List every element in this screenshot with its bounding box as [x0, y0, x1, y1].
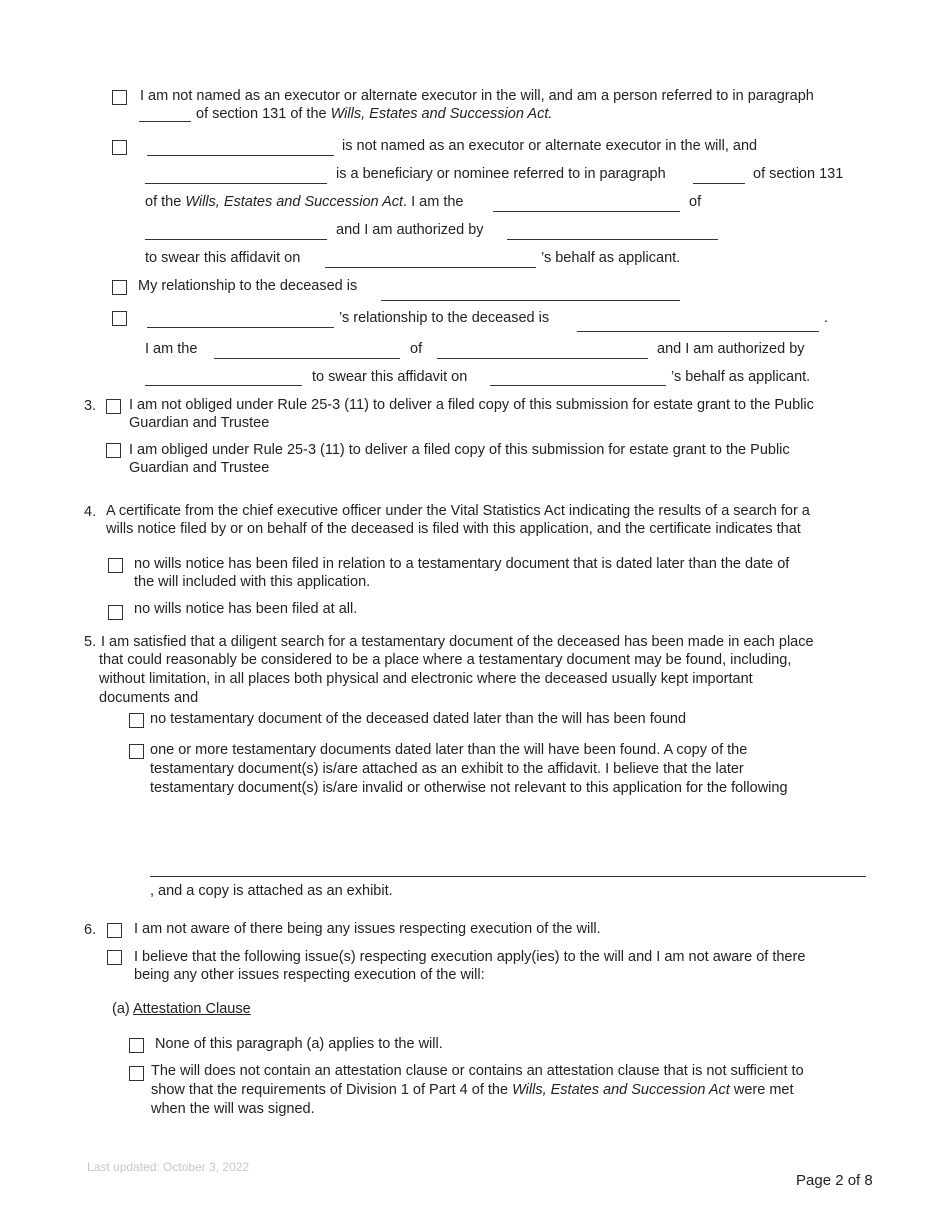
- act-name-3: Wills, Estates and Succession Act: [512, 1082, 730, 1098]
- requirements-text: show that the requirements of Division 1 of Part 4 of the: [151, 1082, 509, 1098]
- other-not-named-checkbox[interactable]: [112, 140, 127, 155]
- period: .: [824, 310, 829, 326]
- i-am-the-text: I am the: [145, 341, 198, 357]
- no-attestation-clause-text-2: [151, 1081, 794, 1100]
- authorized-by-text-2: and I am authorized by: [657, 341, 805, 357]
- obliged-pgt-text-2: Guardian and Trustee: [129, 460, 270, 476]
- execution-issues-text-2: being any other issues respecting execution of the will:: [134, 967, 485, 983]
- behalf-of-field-2[interactable]: [490, 385, 666, 386]
- not-obliged-pgt-checkbox[interactable]: [106, 399, 121, 414]
- authorizer-field-2[interactable]: [145, 385, 302, 386]
- obliged-pgt-text: I am obliged under Rule 25-3 (11) to deliver a filed copy of this submission for estate grant to the Public: [129, 442, 790, 458]
- other-relationship-text: ’s relationship to the deceased is: [339, 310, 550, 326]
- act-line-post: . I am the: [403, 194, 464, 210]
- reasons-field[interactable]: [150, 876, 866, 877]
- act-line-pre: of the: [145, 194, 182, 210]
- section-5-text-3: without limitation, in all places both physical and electronic where the deceased usually kept important: [99, 671, 753, 687]
- behalf-of-field[interactable]: [325, 267, 536, 268]
- paragraph-field[interactable]: [139, 121, 191, 122]
- no-execution-issues-text: I am not aware of there being any issues respecting execution of the will.: [134, 921, 601, 937]
- no-later-wills-notice-checkbox[interactable]: [108, 558, 123, 573]
- act-name-2: Wills, Estates and Succession Act: [185, 194, 404, 210]
- section-5-text-4: documents and: [99, 690, 199, 706]
- capacity-field-2[interactable]: [214, 358, 400, 359]
- my-relationship-label: My relationship to the deceased is: [138, 278, 358, 294]
- execution-issues-text: I believe that the following issue(s) respecting execution apply(ies) to the will and I am not aware of there: [134, 949, 806, 965]
- not-obliged-pgt-text: I am not obliged under Rule 25-3 (11) to deliver a filed copy of this submission for estate grant to the Public: [129, 397, 814, 413]
- section-4-text: A certificate from the chief executive officer under the Vital Statistics Act indicating the results of a search for a: [106, 503, 810, 519]
- behalf-text: ’s behalf as applicant.: [541, 250, 681, 266]
- my-relationship-checkbox[interactable]: [112, 280, 127, 295]
- no-later-document-checkbox[interactable]: [129, 713, 144, 728]
- no-attestation-clause-checkbox[interactable]: [129, 1066, 144, 1081]
- organization-field-2[interactable]: [437, 358, 648, 359]
- other-not-named-text: is not named as an executor or alternate executor in the will, and: [342, 138, 758, 154]
- section-5-number: 5.: [84, 634, 97, 650]
- section-5-text-2: that could reasonably be considered to be a place where a testamentary document may be found, including,: [99, 652, 792, 668]
- no-later-document-text: no testamentary document of the deceased dated later than the will has been found: [150, 711, 687, 727]
- not-obliged-pgt-text-2: Guardian and Trustee: [129, 415, 270, 431]
- of-text: of: [689, 194, 702, 210]
- my-relationship-field[interactable]: [381, 300, 680, 301]
- no-wills-notice-checkbox[interactable]: [108, 605, 123, 620]
- act-name: Wills, Estates and Succession Act.: [330, 106, 553, 122]
- page-number: Page 2 of 8: [796, 1172, 873, 1189]
- no-attestation-clause-text-3: when the will was signed.: [151, 1101, 315, 1117]
- organization-field[interactable]: [145, 239, 327, 240]
- other-relationship-name-field[interactable]: [147, 327, 334, 328]
- attestation-heading: [112, 1000, 251, 1019]
- beneficiary-paragraph-field[interactable]: [693, 183, 745, 184]
- beneficiary-name-field[interactable]: [145, 183, 327, 184]
- other-person-name-field[interactable]: [147, 155, 334, 156]
- behalf-text-2: ’s behalf as applicant.: [671, 369, 811, 385]
- execution-issues-checkbox[interactable]: [107, 950, 122, 965]
- not-named-executor-checkbox[interactable]: [112, 90, 127, 105]
- later-document-found-checkbox[interactable]: [129, 744, 144, 759]
- other-relationship-checkbox[interactable]: [112, 311, 127, 326]
- section-ref-text: of section 131 of the: [196, 106, 327, 122]
- capacity-field[interactable]: [493, 211, 680, 212]
- no-later-wills-notice-text-2: the will included with this application.: [134, 574, 371, 590]
- no-later-wills-notice-text: no wills notice has been filed in relation to a testamentary document that is dated later than the date of: [134, 556, 790, 572]
- act-line: [145, 193, 464, 212]
- not-named-executor-text-2: [196, 105, 552, 124]
- no-execution-issues-checkbox[interactable]: [107, 923, 122, 938]
- attestation-none-text: None of this paragraph (a) applies to the will.: [155, 1036, 443, 1052]
- of-text-2: of: [410, 341, 423, 357]
- section-4-text-2: wills notice filed by or on behalf of the deceased is filed with this application, and the certificate indicates that: [106, 521, 801, 537]
- swear-text-2: to swear this affidavit on: [312, 369, 468, 385]
- later-document-text-3: testamentary document(s) is/are invalid or otherwise not relevant to this application for the following: [150, 780, 788, 796]
- attestation-none-checkbox[interactable]: [129, 1038, 144, 1053]
- section-131-text: of section 131: [753, 166, 844, 182]
- section-5-text: I am satisfied that a diligent search for a testamentary document of the deceased has been made in each place: [101, 634, 814, 650]
- last-updated-note: Last updated: October 3, 2022: [87, 1160, 250, 1174]
- other-relationship-field[interactable]: [577, 331, 819, 332]
- authorizer-field[interactable]: [507, 239, 718, 240]
- later-document-text-2: testamentary document(s) is/are attached as an exhibit to the affidavit. I believe that the later: [150, 761, 744, 777]
- sub-a-label: (a): [112, 1001, 130, 1017]
- no-wills-notice-text: no wills notice has been filed at all.: [134, 601, 358, 617]
- exhibit-text: , and a copy is attached as an exhibit.: [150, 883, 393, 899]
- no-attestation-clause-text: The will does not contain an attestation clause or contains an attestation clause that is not sufficient to: [151, 1063, 804, 1079]
- authorized-by-text: and I am authorized by: [336, 222, 484, 238]
- attestation-clause-title: Attestation Clause: [132, 1001, 251, 1017]
- beneficiary-text: is a beneficiary or nominee referred to in paragraph: [336, 166, 666, 182]
- obliged-pgt-checkbox[interactable]: [106, 443, 121, 458]
- not-named-executor-text: I am not named as an executor or alternate executor in the will, and am a person referred to in paragraph: [140, 88, 814, 104]
- were-met-text: were met: [733, 1082, 794, 1098]
- section-6-number: 6.: [84, 922, 97, 938]
- swear-text: to swear this affidavit on: [145, 250, 301, 266]
- section-4-number: 4.: [84, 504, 97, 520]
- later-document-text: one or more testamentary documents dated later than the will have been found. A copy of the: [150, 742, 748, 758]
- section-3-number: 3.: [84, 398, 97, 414]
